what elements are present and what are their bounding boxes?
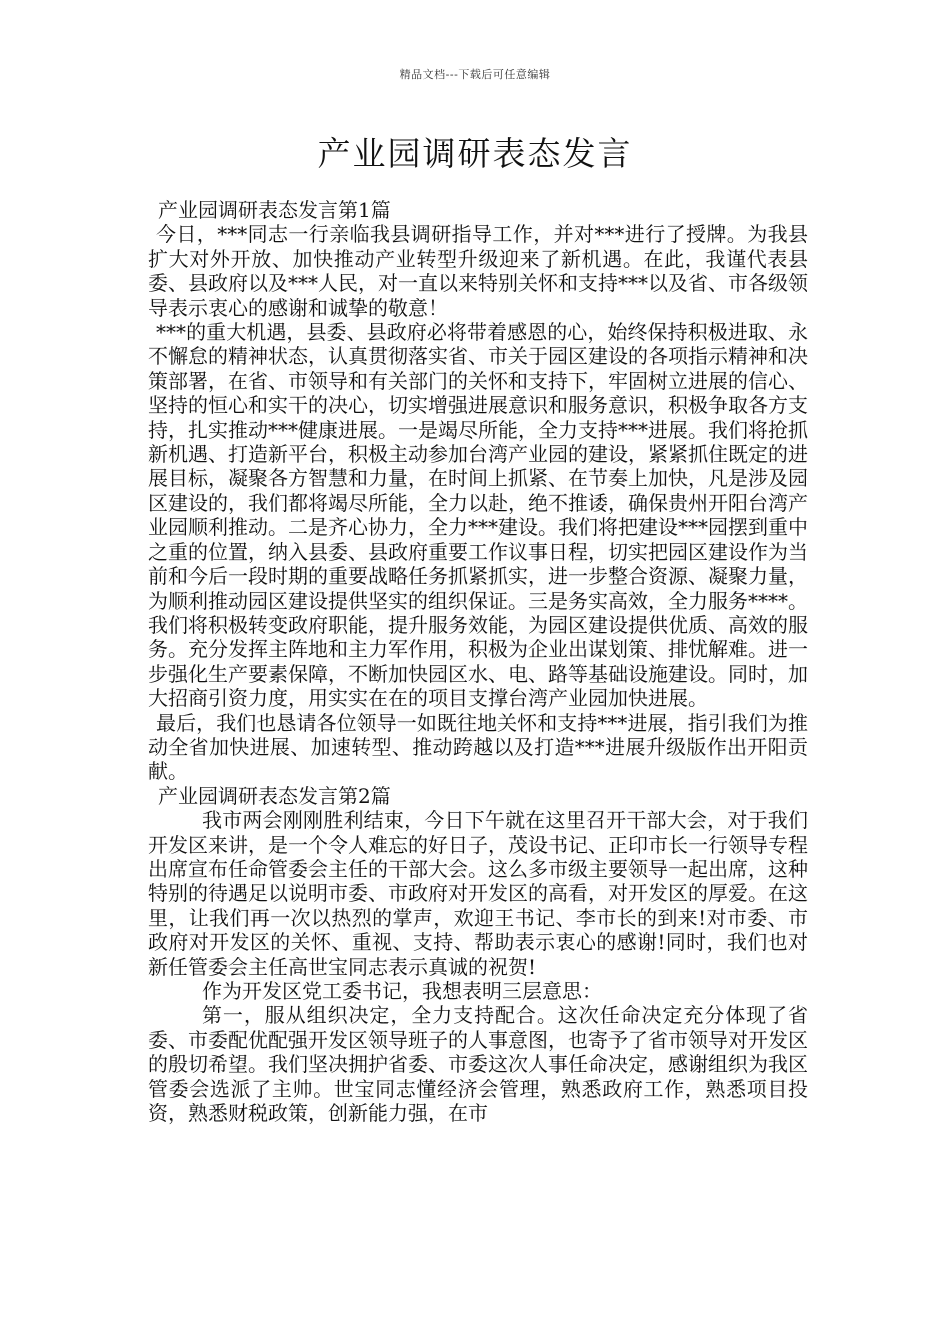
- section-heading-2: 产业园调研表态发言第2篇: [158, 783, 391, 808]
- paragraph: 第一，服从组织决定，全力支持配合。这次任命决定充分体现了省委、市委配优配强开发区领导班子的人事意图，也寄予了省市领导对开发区的殷切希望。我们坚决拥护省委、市委这次人事任命决定，感谢组织为我区管委会选派了主帅。世宝同志懂经济会管理，熟悉政府工作，熟悉项目投资，熟悉财税政策，创新能力强，在市: [148, 1003, 808, 1126]
- paragraph: 今日，***同志一行亲临我县调研指导工作，并对***进行了授牌。为我县扩大对外开放、加快推动产业转型升级迎来了新机遇。在此，我谨代表县委、县政府以及***人民，对一直以来特别关怀和支持***以及省、市各级领导表示衷心的感谢和诚挚的敬意！: [148, 222, 808, 320]
- document-body: [148, 198, 808, 1125]
- paragraph: ***的重大机遇，县委、县政府必将带着感恩的心，始终保持积极进取、永不懈怠的精神状态，认真贯彻落实省、市关于园区建设的各项指示精神和决策部署，在省、市领导和有关部门的关怀和支持下，牢固树立进展的信心、坚持的恒心和实干的决心，切实增强进展意识和服务意识，积极争取各方支持，扎实推动***健康进展。一是竭尽所能，全力支持***进展。我们将抢抓新机遇、打造新平台，积极主动参加台湾产业园的建设，紧紧抓住既定的进展目标，凝聚各方智慧和力量，在时间上抓紧、在节奏上加快，凡是涉及园区建设的，我们都将竭尽所能，全力以赴，绝不推诿，确保贵州开阳台湾产业园顺利推动。二是齐心协力，全力***建设。我们将把建设***园摆到重中之重的位置，纳入县委、县政府重要工作议事日程，切实把园区建设作为当前和今后一段时期的重要战略任务抓紧抓实，进一步整合资源、凝聚力量，为顺利推动园区建设提供坚实的组织保证。三是务实高效，全力服务****。我们将积极转变政府职能，提升服务效能，为园区建设提供优质、高效的服务。充分发挥主阵地和主力军作用，积极为企业出谋划策、排忧解难。进一步强化生产要素保障，不断加快园区水、电、路等基础设施建设。同时，加大招商引资力度，用实实在在的项目支撑台湾产业园加快进展。: [148, 320, 808, 711]
- paragraph: 最后，我们也恳请各位领导一如既往地关怀和支持***进展，指引我们为推动全省加快进展、加速转型、推动跨越以及打造***进展升级版作出开阳贡献。: [148, 710, 808, 784]
- document-title: 产业园调研表态发言: [317, 134, 633, 173]
- paragraph: 我市两会刚刚胜利结束，今日下午就在这里召开干部大会，对于我们开发区来讲，是一个令人难忘的好日子，茂设书记、正印市长一行领导专程出席宣布任命管委会主任的干部大会。这么多市级主要领导一起出席，这种特别的待遇足以说明市委、市政府对开发区的高看，对开发区的厚爱。在这里，让我们再一次以热烈的掌声，欢迎王书记、李市长的到来!对市委、市政府对开发区的关怀、重视、支持、帮助表示衷心的感谢!同时，我们也对新任管委会主任高世宝同志表示真诚的祝贺!: [148, 808, 808, 979]
- paragraph: 作为开发区党工委书记，我想表明三层意思：: [202, 979, 602, 1003]
- page-header: 精品文档---下载后可任意编辑: [399, 68, 551, 81]
- section-heading-1: 产业园调研表态发言第1篇: [158, 198, 391, 222]
